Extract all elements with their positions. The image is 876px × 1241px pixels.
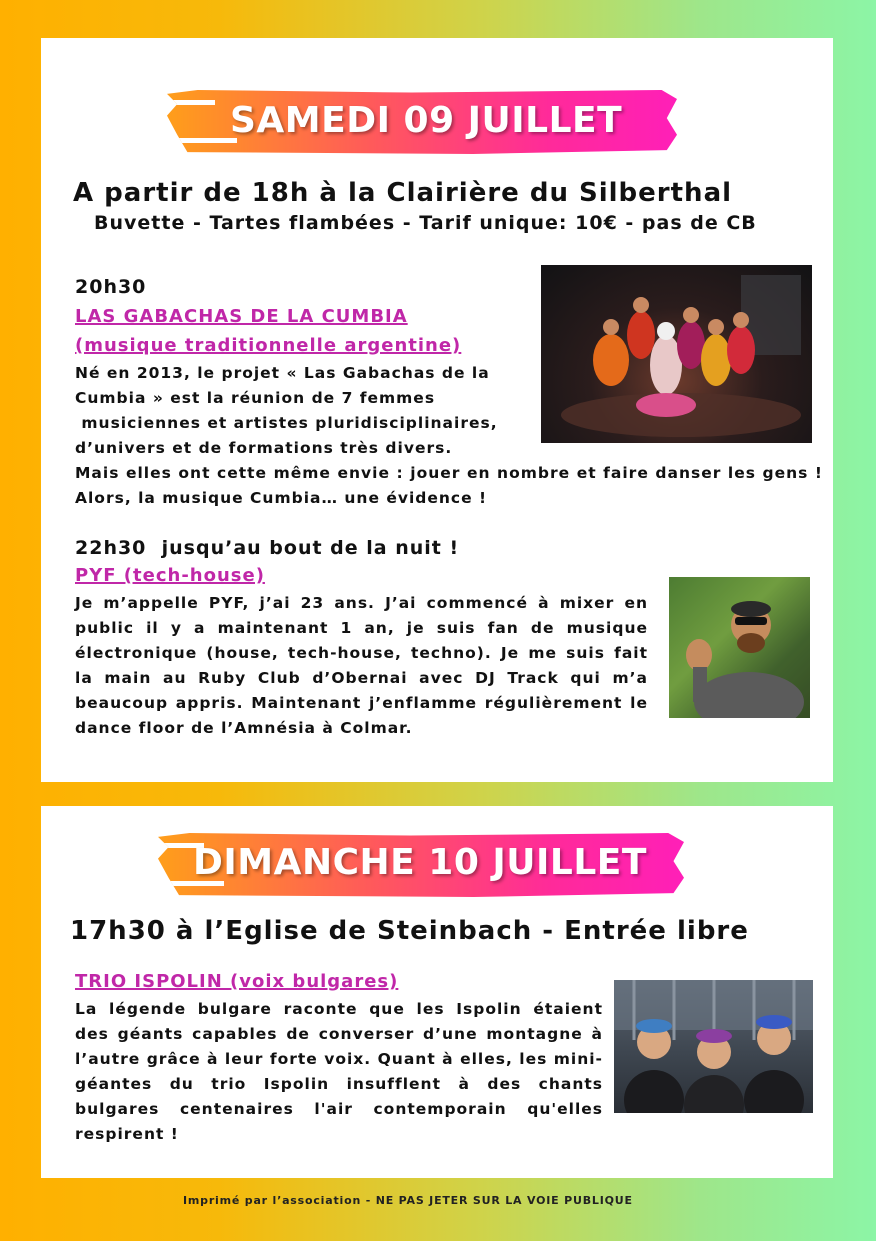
footer-note: Imprimé par l’association - NE PAS JETER SUR LA VOIE PUBLIQUE [183,1194,633,1207]
act1-desc-line2: Cumbia » est la réunion de 7 femmes [75,389,436,407]
ispolin-photo [614,980,813,1113]
gabachas-photo [541,265,812,443]
act2-time: 22h30 jusqu’au bout de la nuit ! [75,537,460,559]
gabachas-photo-art [541,265,812,443]
saturday-banner-text: SAMEDI 09 JUILLET [230,100,623,141]
act3-title: TRIO ISPOLIN (voix bulgares) [75,971,399,992]
act1-desc-full: Mais elles ont cette même envie : jouer en nombre et faire danser les gens ! Alors, la musique Cumbia… une évidence ! [75,464,823,507]
saturday-headline: A partir de 18h à la Clairière du Silberthal [73,178,733,208]
ispolin-photo-art [614,980,813,1113]
act1-time: 20h30 [75,276,147,298]
saturday-subline: Buvette - Tartes flambées - Tarif unique: 10€ - pas de CB [94,212,757,234]
act1-title-line1: LAS GABACHAS DE LA CUMBIA [75,306,408,327]
act2-title: PYF (tech-house) [75,565,265,586]
act1-desc-line1: Né en 2013, le projet « Las Gabachas de la [75,364,490,382]
pyf-photo [669,577,810,718]
act1-desc-line4: d’univers et de formations très divers. [75,439,453,457]
act2-description: Je m’appelle PYF, j’ai 23 ans. J’ai commencé à mixer en public il y a maintenant 1 an, je suis fan de musique électronique (house, tech-house, techno). Je me suis fait la main au Ruby Club d’Obernai avec DJ Track qui m’a beaucoup appris. Maintenant j’enflamme régulièrement le dance floor de l’Amnésia à Colmar. [75,594,648,737]
pyf-photo-art [669,577,810,718]
act1-title-line2: (musique traditionnelle argentine) [75,335,462,356]
sunday-banner-text: DIMANCHE 10 JUILLET [193,842,647,883]
act1-desc-line3: musiciennes et artistes pluridisciplinaires, [75,414,498,432]
sunday-headline: 17h30 à l’Eglise de Steinbach - Entrée libre [70,916,749,946]
act3-description: La légende bulgare raconte que les Ispolin étaient des géants capables de converser d’une montagne à l’autre grâce à leur forte voix. Quant à elles, les mini-géantes du trio Ispolin insufflent à des chants bulgares centenaires l'air contemporain qu'elles respirent ! [75,1000,603,1143]
